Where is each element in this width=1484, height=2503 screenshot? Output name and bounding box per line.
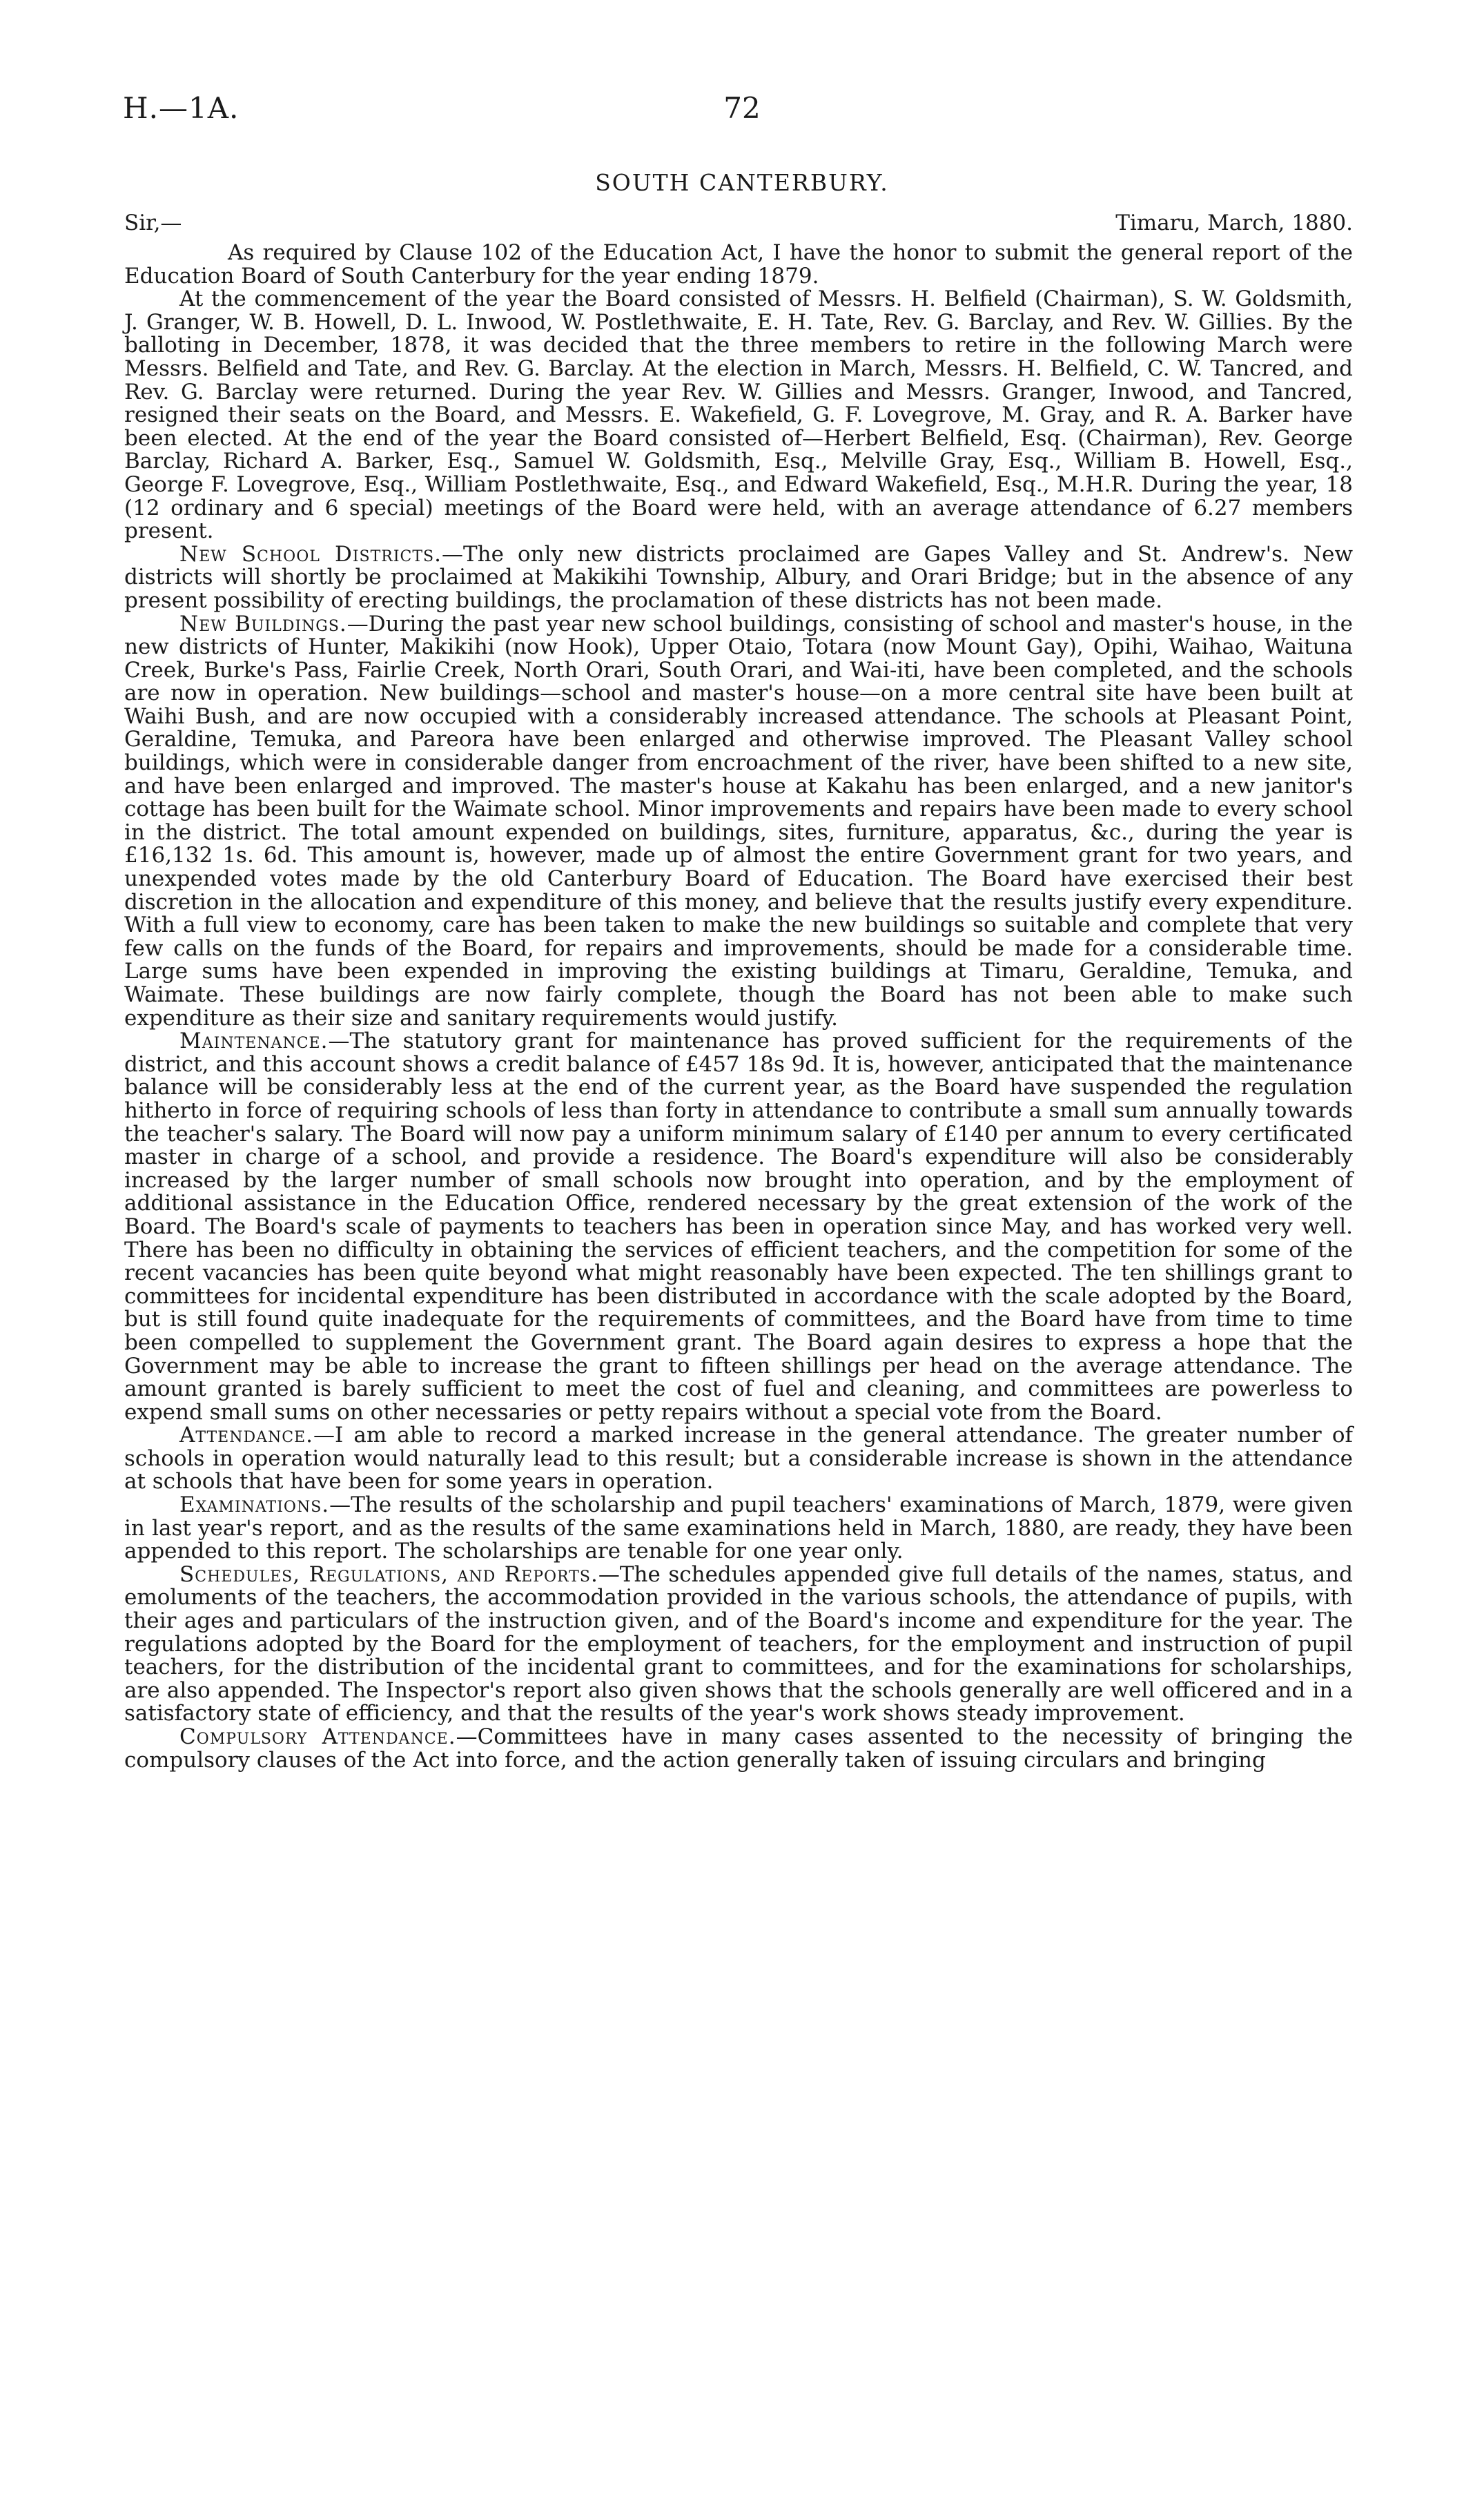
page-header [123,91,1361,139]
section-heading: Attendance. [179,1423,313,1448]
section-heading: Maintenance. [179,1029,329,1054]
paragraph [124,1561,1353,1726]
paragraph-text: —Committees have in many cases assented to the necessity of bringing the compulsory clauses of the Act into force, and the action generally taken of issuing circulars and bringing [124,1724,1353,1773]
paragraph-text: —The statutory grant for maintenance has proved sufficient for the requirements of the district, and this account shows a credit balance of £457 18s 9d. It is, however, anticipated that the maintenance balance will be considerably less at the end of the current year, as the Board have suspended the regulation hitherto in force of requiring schools of less than forty in attendance to contribute a small sum annually towards the teacher's salary. The Board will now pay a uniform minimum salary of £140 per annum to every certificated master in charge of a school, and provide a residence. The Board's expenditure will also be considerably increased by the larger number of small schools now brought into operation, and by the employment of additional assistance in the Education Office, rendered necessary by the great extension of the work of the Board. The Board's scale of payments to teachers has been in operation since May, and has worked very well. There has been no difficulty in obtaining the services of efficient teachers, and the competition for some of the recent vacancies has been quite beyond what might reasonably have been expected. The ten shillings grant to committees for incidental expenditure has been distributed in accordance with the scale adopted by the Board, but is still found quite inadequate for the requirements of committees, and the Board have from time to time been compelled to supplement the Government grant. The Board again desires to express a hope that the Government may be able to increase the grant to fifteen shillings per head on the average attendance. The amount granted is barely sufficient to meet the cost of fuel and cleaning, and committees are powerless to expend small sums on other necessaries or petty repairs without a special vote from the Board. [124,1029,1354,1425]
letter-opening [124,211,1353,242]
paragraph-text: —I am able to record a marked increase in the general attendance. The greater number of schools in operation would naturally lead to this result; but a considerable increase is shown in the attendance at schools that have been for some years in operation. [124,1423,1353,1494]
section-heading: Examinations. [179,1492,330,1518]
paragraph-text: —During the past year new school buildings, consisting of school and master's house, in the new districts of Hunter, Makikihi (now Hook), Upper Otaio, Totara (now Mount Gay), Opihi, Waihao, Waituna Creek, Burke's Pass, Fairlie Creek, North Orari, South Orari, and Wai-iti, have been completed, and the schools are now in operation. New buildings—school and master's house—on a more central site have been built at Waihi Bush, and are now occupied with a considerably increased attendance. The schools at Pleasant Point, Geraldine, Temuka, and Pareora have been enlarged and otherwise improved. The Pleasant Valley school buildings, which were in considerable danger from encroachment of the river, have been shifted to a new site, and have been enlarged and improved. The master's house at Kakahu has been enlarged, and a new janitor's cottage has been built for the Waimate school. Minor improvements and repairs have been made to every school in the district. The total amount expended on buildings, sites, furniture, apparatus, &c., during the year is £16,132 1s. 6d. This amount is, however, made up of almost the entire Government grant for two years, and unexpended votes made by the old Canterbury Board of Education. The Board have exercised their best discretion in the allocation and expenditure of this money, and believe that the results justify every expenditure. With a full view to economy, care has been taken to make the new buildings so suitable and complete that very few calls on the funds of the Board, for repairs and improvements, should be made for a considerable time. Large sums have been expended in improving the existing buildings at Timaru, Geraldine, Temuka, and Waimate. These buildings are now fairly complete, though the Board has not been able to make such expenditure as their size and sanitary requirements would justify. [124,611,1353,1031]
paragraph-text: As required by Clause 102 of the Education Act, I have the honor to submit the general report of the Education Board of South Canterbury for the year ending 1879. [124,240,1353,289]
section-heading: New School Districts. [179,541,442,567]
paragraph [124,1030,1353,1424]
paragraph [124,1494,1353,1564]
paragraph-text: —The only new districts proclaimed are Gapes Valley and St. Andrew's. New districts will shortly be proclaimed at Makikihi Township, Albury, and Orari Bridge; but in the absence of any present possibility of erecting buildings, the proclamation of these districts has not been made. [124,541,1354,613]
report-body [124,242,1353,1772]
section-heading: New Buildings. [179,611,347,636]
page-number: 72 [723,91,761,125]
paragraph [124,543,1353,613]
report-title: SOUTH CANTERBURY. [595,169,889,196]
paragraph [124,288,1353,543]
paragraph [124,1726,1353,1772]
paragraph-text: At the commencement of the year the Board consisted of Messrs. H. Belfield (Chairman), S. W. Goldsmith, J. Granger, W. B. Howell, D. L. Inwood, W. Postlethwaite, E. H. Tate, Rev. G. Barclay, and Rev. W. Gillies. By the balloting in December, 1878, it was decided that the three members to retire in the following March were Messrs. Belfield and Tate, and Rev. G. Barclay. At the election in March, Messrs. H. Belfield, C. W. Tancred, and Rev. G. Barclay were returned. During the year Rev. W. Gillies and Messrs. Granger, Inwood, and Tancred, resigned their seats on the Board, and Messrs. E. Wakefield, G. F. Lovegrove, M. Gray, and R. A. Barker have been elected. At the end of the year the Board consisted of—Herbert Belfield, Esq. (Chairman), Rev. George Barclay, Richard A. Barker, Esq., Samuel W. Goldsmith, Esq., Melville Gray, Esq., William B. Howell, Esq., George F. Lovegrove, Esq., William Postlethwaite, Esq., and Edward Wakefield, Esq., M.H.R. During the year, 18 (12 ordinary and 6 special) meetings of the Board were held, with an average attendance of 6.27 members present. [124,286,1353,544]
section-heading: Schedules, Regulations, and Reports. [179,1561,598,1587]
paragraph [124,1424,1353,1494]
section-heading: Compulsory Attendance. [179,1724,456,1749]
paragraph [124,613,1353,1031]
salutation: Sir,— [124,211,182,235]
paragraph [124,242,1353,288]
document-reference: H.—1A. [123,91,240,125]
paragraph-text: —The results of the scholarship and pupil teachers' examinations of March, 1879, were given in last year's report, and as the results of the same examinations held in March, 1880, are ready, they have been appended to this report. The scholarships are tenable for one year only. [124,1492,1353,1564]
paragraph-text: —The schedules appended give full details of the names, status, and emoluments of the teachers, the accommodation provided in the various schools, the attendance of pupils, with their ages and particulars of the instruction given, and of the Board's income and expenditure for the year. The regulations adopted by the Board for the employment of teachers, for the employment and instruction of pupil teachers, for the distribution of the incidental grant to committees, and for the examinations for scholarships, are also appended. The Inspector's report also given shows that the schools generally are well officered and in a satisfactory state of efficiency, and that the results of the year's work shows steady improvement. [124,1561,1353,1726]
dateline: Timaru, March, 1880. [1115,211,1353,235]
